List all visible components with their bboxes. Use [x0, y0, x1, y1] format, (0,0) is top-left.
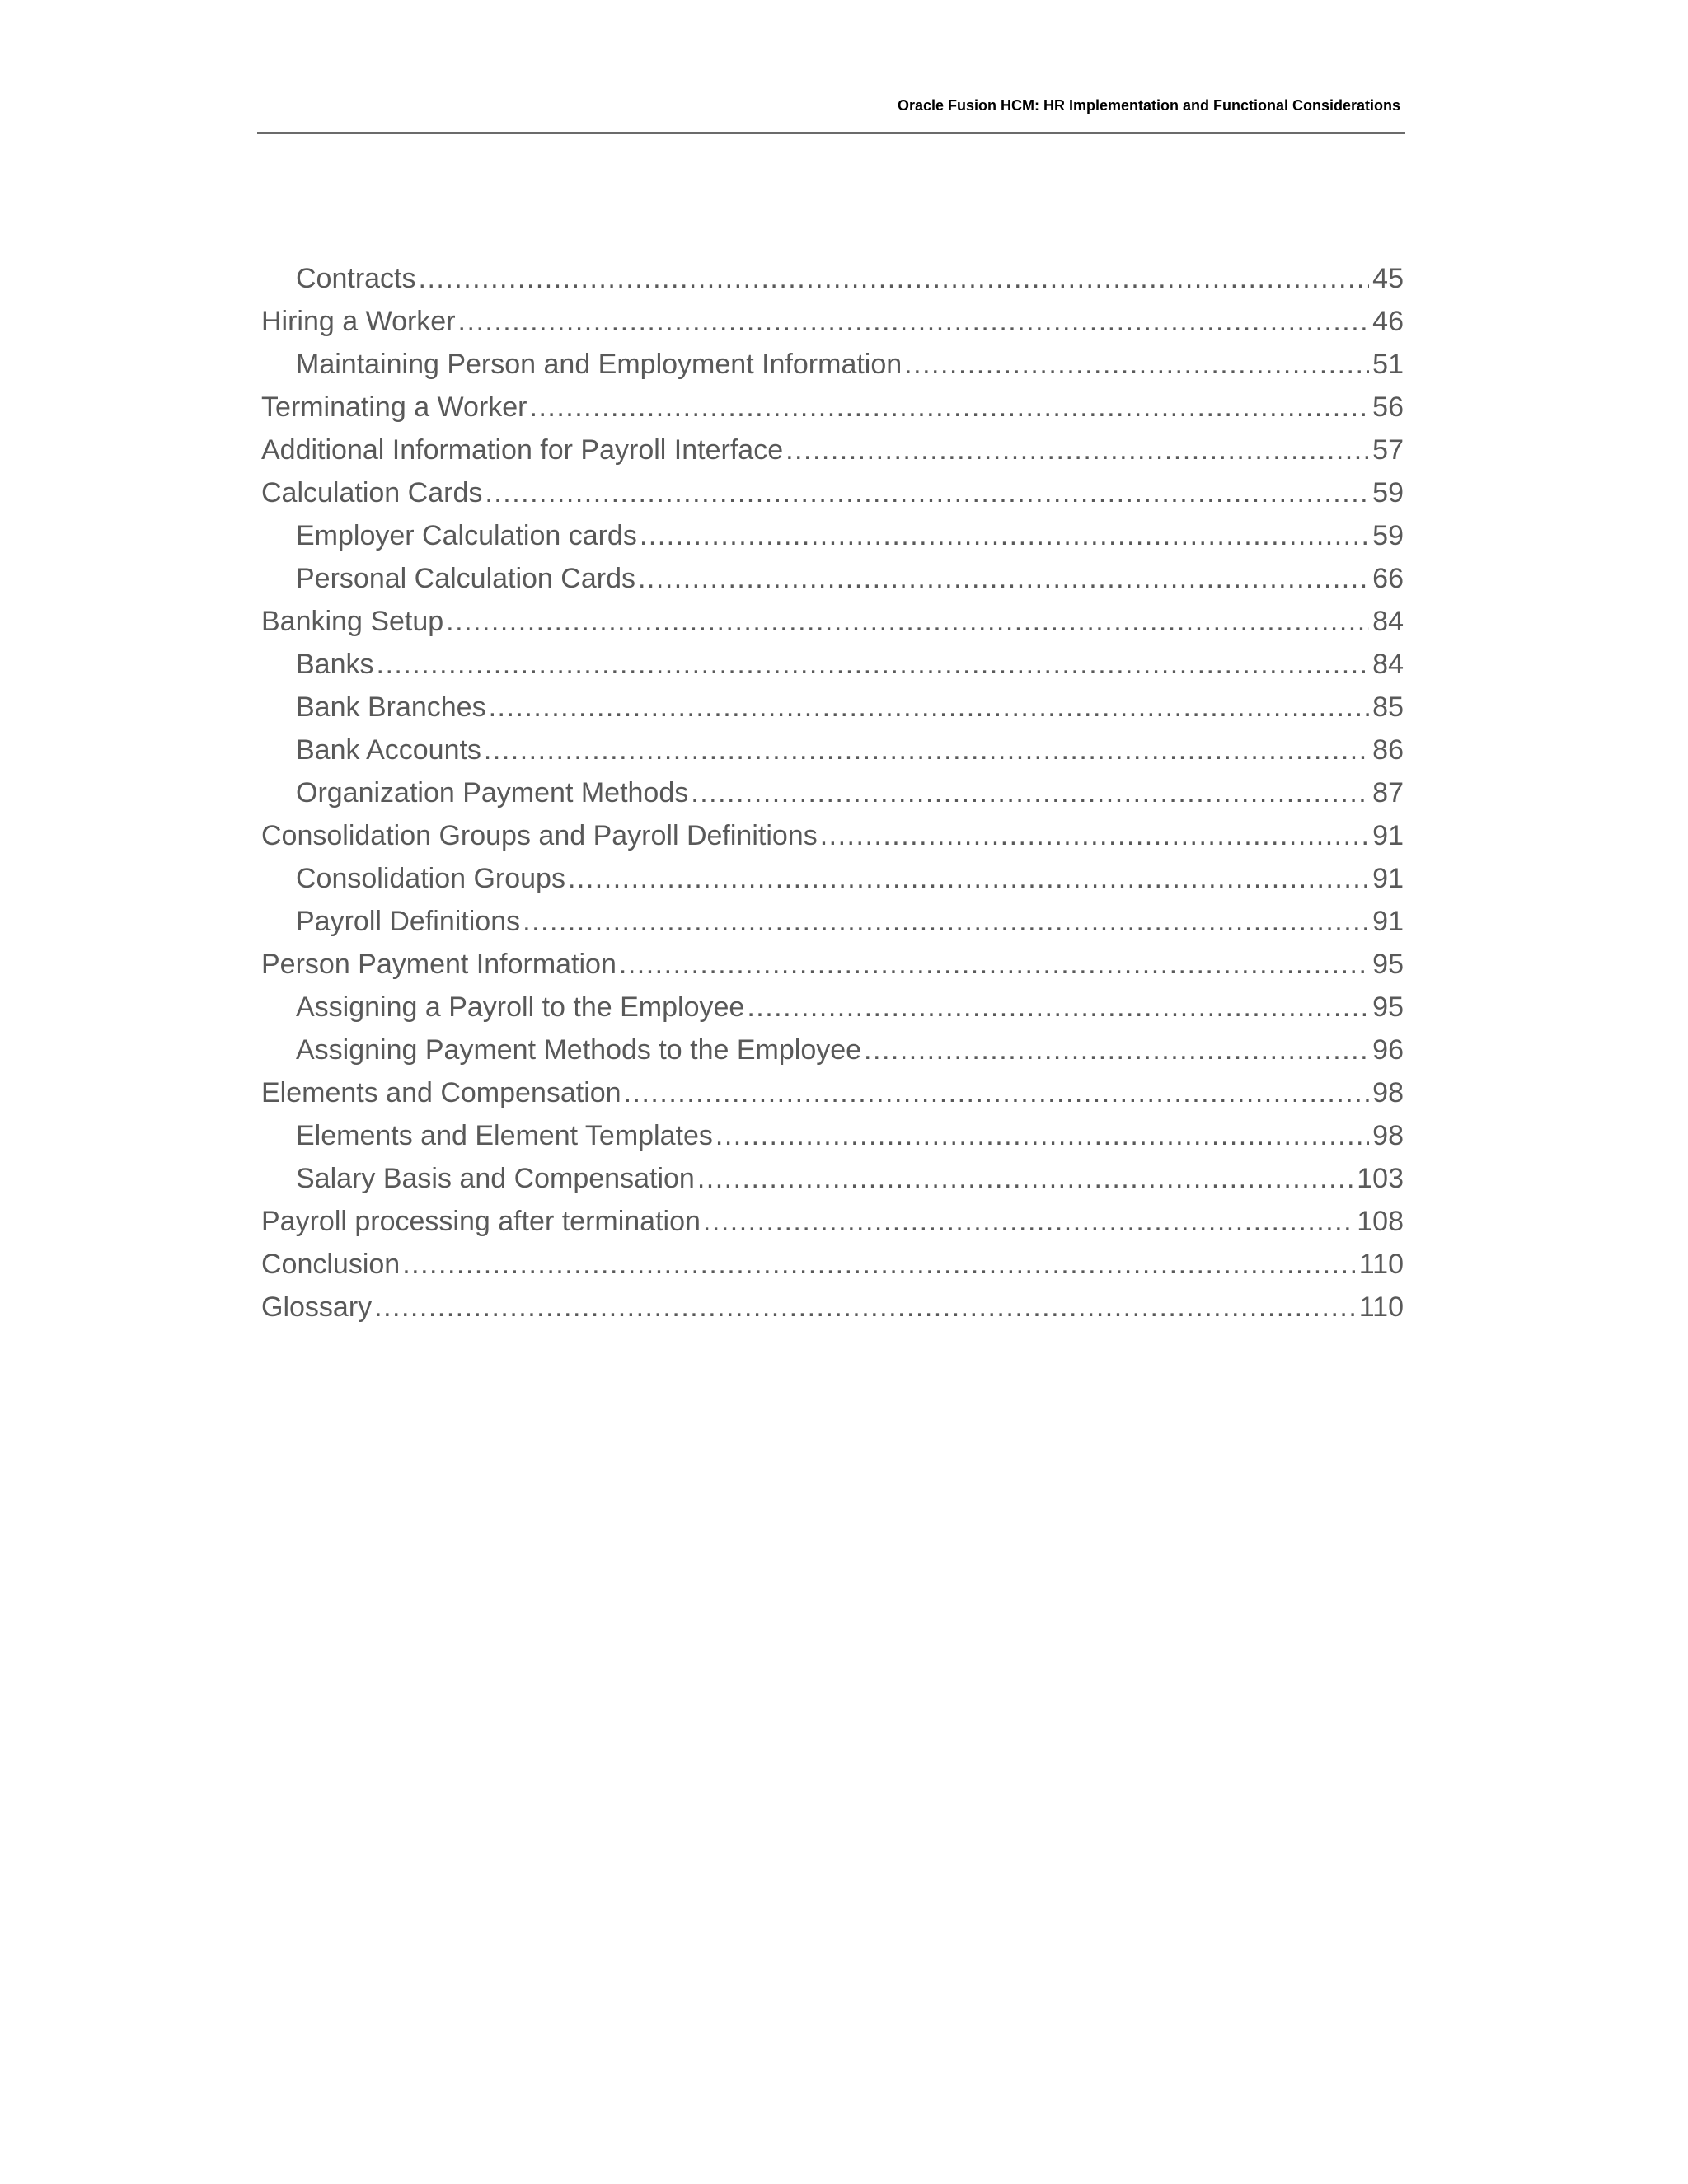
toc-entry-title: Consolidation Groups and Payroll Definitions: [261, 820, 818, 851]
toc-leader-dots: [489, 686, 1370, 729]
header-title: Oracle Fusion HCM: HR Implementation and Functional Considerations: [897, 97, 1400, 114]
toc-leader-dots: [484, 729, 1369, 771]
toc-entry-page-number: 84: [1372, 649, 1404, 680]
toc-leader-dots: [904, 343, 1369, 386]
toc-entry-page-number: 95: [1372, 949, 1404, 980]
toc-entry[interactable]: [261, 600, 1404, 643]
toc-entry-page-number: 46: [1372, 306, 1404, 337]
toc-entry[interactable]: [261, 514, 1404, 557]
toc-entry[interactable]: [261, 386, 1404, 429]
toc-entry-title: Banks: [296, 649, 374, 680]
toc-leader-dots: [624, 1071, 1370, 1114]
toc-leader-dots: [640, 514, 1369, 557]
toc-entry-page-number: 66: [1372, 563, 1404, 594]
toc-entry-page-number: 98: [1372, 1120, 1404, 1151]
toc-entry[interactable]: [261, 343, 1404, 386]
toc-entry-page-number: 110: [1358, 1249, 1404, 1280]
toc-leader-dots: [820, 814, 1369, 857]
toc-leader-dots: [568, 857, 1369, 900]
toc-entry[interactable]: [261, 1071, 1404, 1114]
toc-entry-title: Calculation Cards: [261, 477, 483, 509]
toc-entry-title: Bank Accounts: [296, 734, 481, 766]
toc-entry-title: Personal Calculation Cards: [296, 563, 635, 594]
toc-entry-title: Assigning a Payroll to the Employee: [296, 991, 745, 1023]
toc-entry[interactable]: [261, 429, 1404, 471]
toc-entry-title: Person Payment Information: [261, 949, 617, 980]
toc-leader-dots: [747, 986, 1369, 1029]
toc-entry-page-number: 59: [1372, 477, 1404, 509]
toc-entry-page-number: 110: [1358, 1291, 1404, 1323]
toc-leader-dots: [377, 643, 1370, 686]
toc-entry-title: Maintaining Person and Employment Information: [296, 349, 903, 380]
toc-entry[interactable]: [261, 1114, 1404, 1157]
toc-entry-page-number: 84: [1372, 606, 1404, 637]
toc-entry-title: Assigning Payment Methods to the Employee: [296, 1034, 862, 1066]
toc-leader-dots: [374, 1286, 1356, 1329]
toc-entry-title: Hiring a Worker: [261, 306, 456, 337]
toc-entry-page-number: 51: [1372, 349, 1404, 380]
toc-entry-page-number: 108: [1357, 1206, 1404, 1237]
toc-entry[interactable]: [261, 900, 1404, 943]
toc-entry[interactable]: [261, 471, 1404, 514]
toc-leader-dots: [485, 471, 1369, 514]
toc-entry-page-number: 87: [1372, 777, 1404, 808]
toc-entry-title: Banking Setup: [261, 606, 444, 637]
toc-entry[interactable]: [261, 857, 1404, 900]
toc-entry[interactable]: [261, 814, 1404, 857]
toc-entry[interactable]: [261, 643, 1404, 686]
toc-leader-dots: [530, 386, 1370, 429]
toc-entry-page-number: 86: [1372, 734, 1404, 766]
toc-entry-title: Elements and Compensation: [261, 1077, 621, 1108]
toc-leader-dots: [638, 557, 1369, 600]
toc-entry-title: Employer Calculation cards: [296, 520, 637, 551]
toc-entry[interactable]: [261, 986, 1404, 1029]
toc-entry-title: Bank Branches: [296, 691, 486, 723]
toc-entry-page-number: 57: [1372, 434, 1404, 466]
toc-entry[interactable]: [261, 300, 1404, 343]
toc-entry-page-number: 91: [1372, 906, 1404, 937]
toc-entry[interactable]: [261, 557, 1404, 600]
toc-leader-dots: [446, 600, 1369, 643]
toc-entry-title: Payroll processing after termination: [261, 1206, 701, 1237]
toc-entry-title: Contracts: [296, 263, 416, 294]
toc-entry-title: Conclusion: [261, 1249, 401, 1280]
toc-entry[interactable]: [261, 771, 1404, 814]
toc-entry-title: Salary Basis and Compensation: [296, 1163, 695, 1194]
toc-entry-page-number: 91: [1372, 820, 1404, 851]
toc-entry-page-number: 91: [1372, 863, 1404, 894]
toc-leader-dots: [785, 429, 1369, 471]
toc-leader-dots: [703, 1200, 1353, 1243]
toc-entry[interactable]: [261, 686, 1404, 729]
toc-leader-dots: [864, 1029, 1369, 1071]
toc-leader-dots: [402, 1243, 1356, 1286]
toc-leader-dots: [697, 1157, 1353, 1200]
toc-leader-dots: [458, 300, 1370, 343]
toc-leader-dots: [523, 900, 1369, 943]
page-header: [257, 79, 1405, 134]
toc-entry[interactable]: [261, 729, 1404, 771]
toc-entry-title: Terminating a Worker: [261, 391, 528, 423]
table-of-contents: [261, 257, 1404, 1329]
toc-entry-title: Consolidation Groups: [296, 863, 565, 894]
toc-leader-dots: [691, 771, 1369, 814]
toc-entry-page-number: 95: [1372, 991, 1404, 1023]
toc-entry-page-number: 98: [1372, 1077, 1404, 1108]
toc-entry-page-number: 85: [1372, 691, 1404, 723]
toc-entry[interactable]: [261, 943, 1404, 986]
toc-entry-title: Additional Information for Payroll Interface: [261, 434, 784, 466]
toc-leader-dots: [715, 1114, 1369, 1157]
toc-entry[interactable]: [261, 1286, 1404, 1329]
toc-entry[interactable]: [261, 1157, 1404, 1200]
toc-leader-dots: [419, 257, 1370, 300]
toc-entry-page-number: 59: [1372, 520, 1404, 551]
toc-entry-page-number: 56: [1372, 391, 1404, 423]
toc-entry-title: Glossary: [261, 1291, 373, 1323]
toc-entry-title: Elements and Element Templates: [296, 1120, 713, 1151]
toc-entry[interactable]: [261, 1243, 1404, 1286]
toc-entry-page-number: 103: [1357, 1163, 1404, 1194]
toc-leader-dots: [619, 943, 1369, 986]
toc-entry-page-number: 96: [1372, 1034, 1404, 1066]
toc-entry-page-number: 45: [1372, 263, 1404, 294]
toc-entry[interactable]: [261, 257, 1404, 300]
toc-entry-title: Organization Payment Methods: [296, 777, 689, 808]
toc-entry[interactable]: [261, 1200, 1404, 1243]
toc-entry[interactable]: [261, 1029, 1404, 1071]
toc-entry-title: Payroll Definitions: [296, 906, 521, 937]
